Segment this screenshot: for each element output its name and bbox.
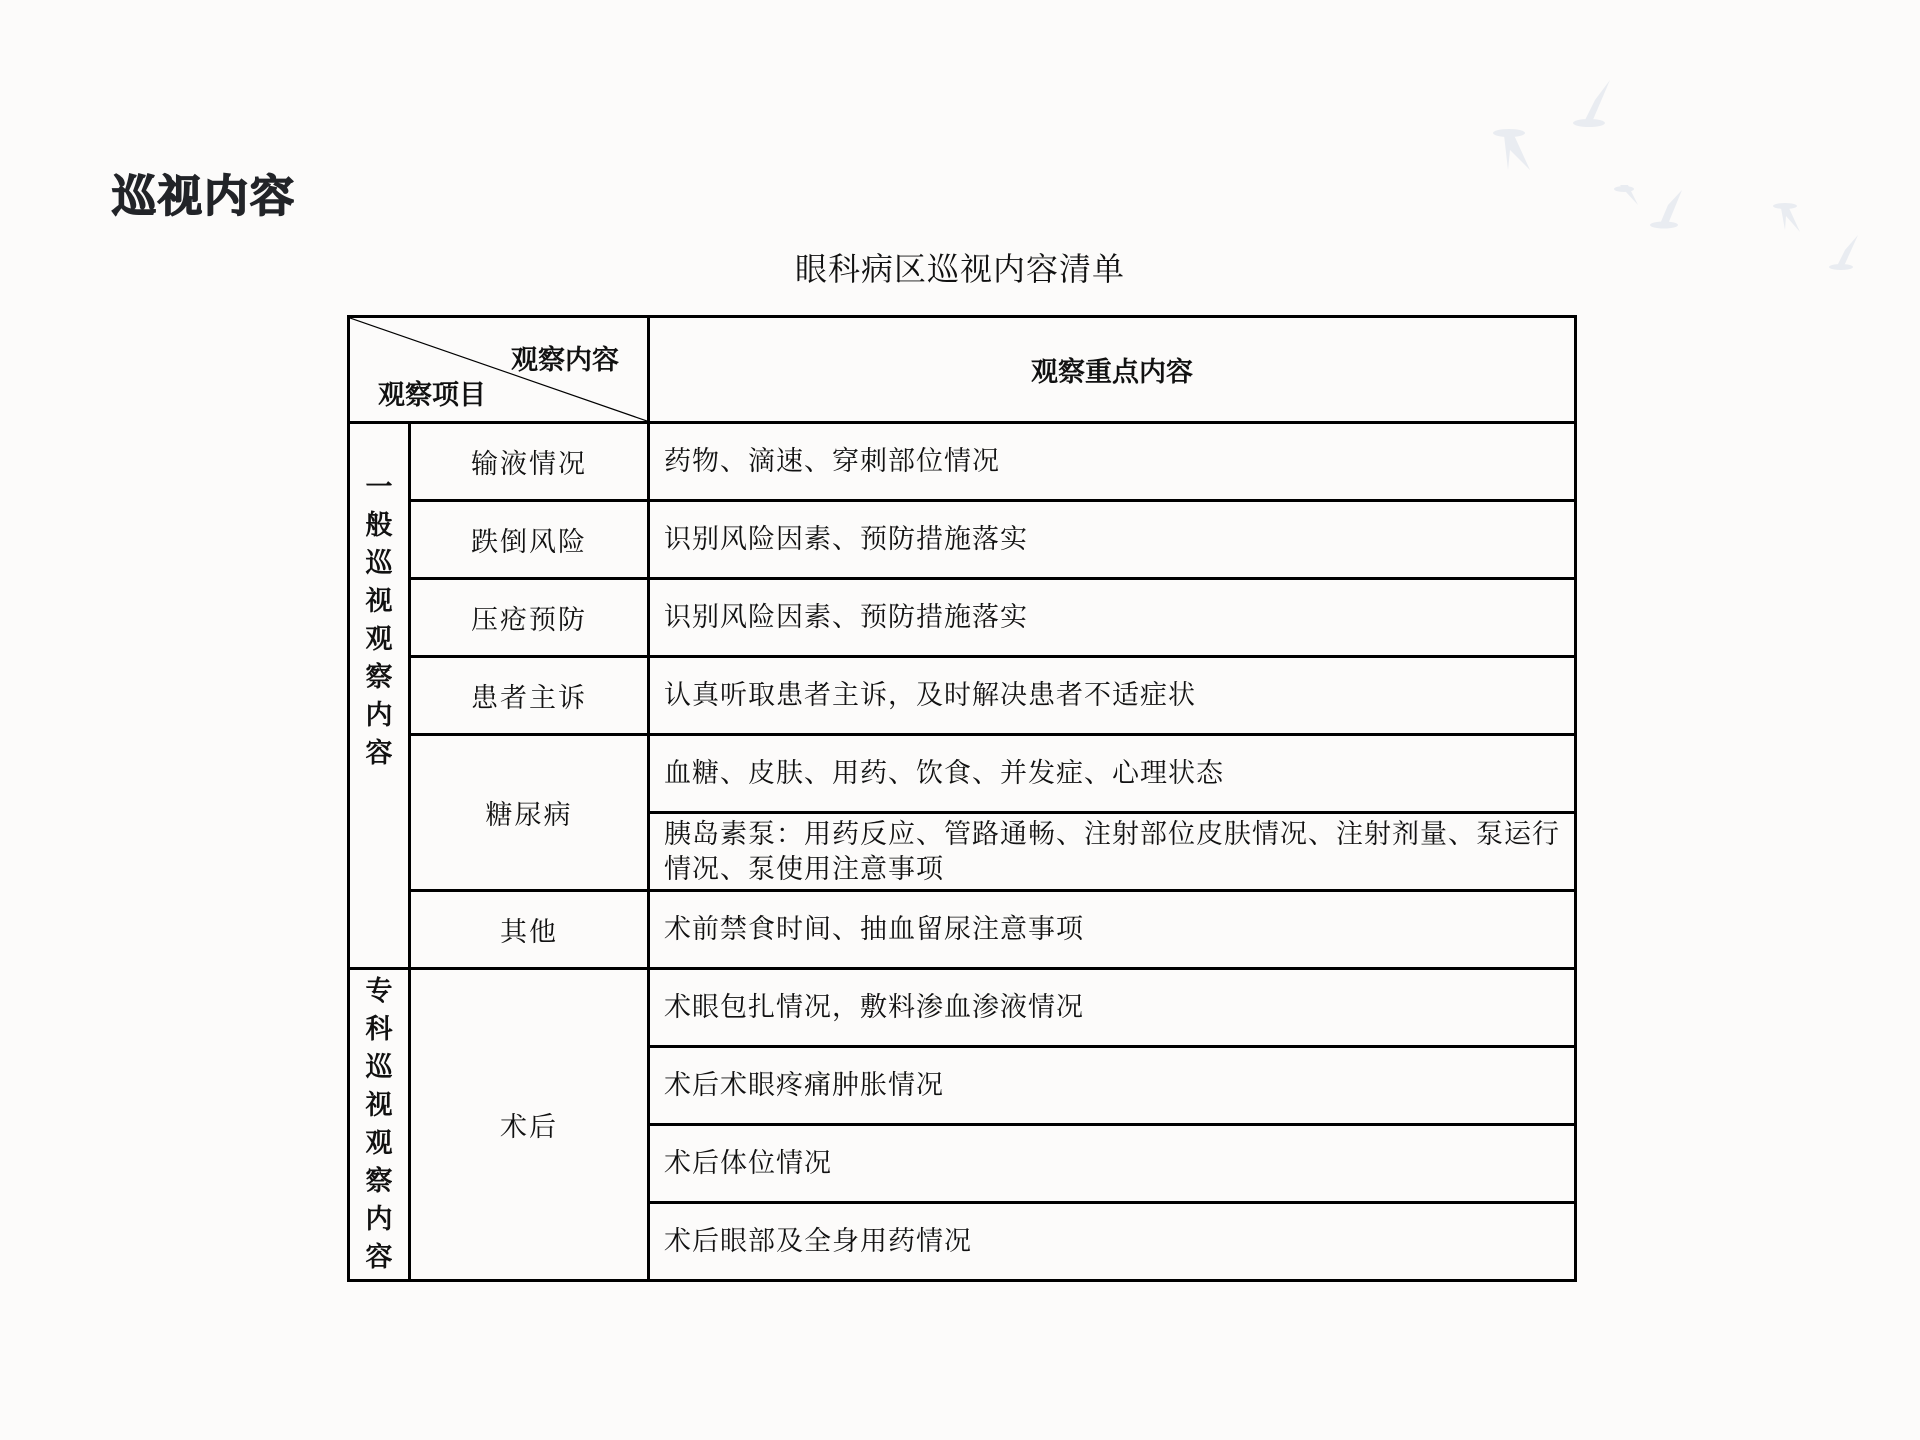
patrol-checklist-table [347,315,1577,1282]
content-dressing: 术眼包扎情况，敷料渗血渗液情况 [649,969,1576,1047]
item-pressure-ulcer: 压疮预防 [410,579,649,657]
document-title-text: 眼科病区巡视内容清单 [794,250,1125,288]
item-fall-risk: 跌倒风险 [410,501,649,579]
table-row [349,891,1576,969]
content-infusion: 药物、滴速、穿刺部位情况 [649,423,1576,501]
content-pain-swelling: 术后术眼疼痛肿胀情况 [649,1047,1576,1125]
section-heading: 巡视内容 [112,171,296,222]
content-fall-risk: 识别风险因素、预防措施落实 [649,501,1576,579]
table-row [349,657,1576,735]
category-specialty: 专 科 巡 视 观 察 内 容 [349,969,410,1281]
item-other: 其他 [410,891,649,969]
table-row [349,423,1576,501]
table-row [349,501,1576,579]
content-diabetes-general: 血糖、皮肤、用药、饮食、并发症、心理状态 [649,735,1576,813]
diagonal-header-cell [349,317,649,423]
item-postoperative: 术后 [410,969,649,1281]
table-header-row [349,317,1576,423]
content-other: 术前禁食时间、抽血留尿注意事项 [649,891,1576,969]
table-row [349,735,1576,813]
header-observe-content: 观察内容 [511,345,619,376]
table-row [349,579,1576,657]
content-patient-complaint: 认真听取患者主诉，及时解决患者不适症状 [649,657,1576,735]
header-key-content: 观察重点内容 [649,317,1576,423]
item-patient-complaint: 患者主诉 [410,657,649,735]
content-insulin-pump: 胰岛素泵：用药反应、管路通畅、注射部位皮肤情况、注射剂量、泵运行情况、泵使用注意事项 [649,813,1576,891]
document-title [0,244,1920,290]
table-row [349,969,1576,1047]
header-observe-item: 观察项目 [378,380,486,411]
content-body-position: 术后体位情况 [649,1125,1576,1203]
category-general: 一 般 巡 视 观 察 内 容 [349,423,410,969]
item-diabetes: 糖尿病 [410,735,649,891]
item-infusion: 输液情况 [410,423,649,501]
content-pressure-ulcer: 识别风险因素、预防措施落实 [649,579,1576,657]
content-medication: 术后眼部及全身用药情况 [649,1203,1576,1281]
